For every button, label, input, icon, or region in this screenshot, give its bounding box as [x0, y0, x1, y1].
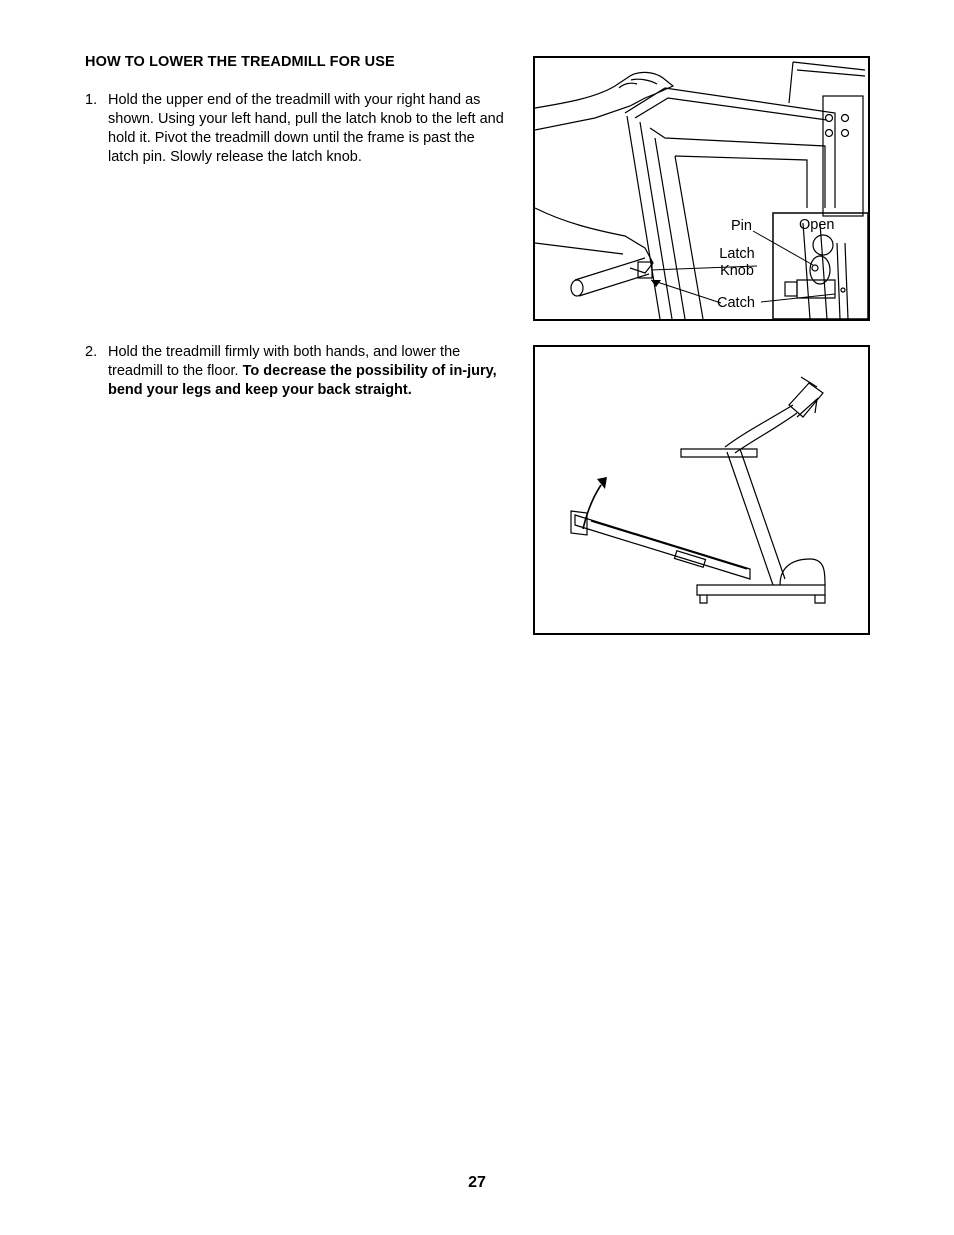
lower-treadmill-illustration [535, 347, 868, 633]
step-1-number: 1. [85, 92, 98, 108]
step-2-body [108, 343, 505, 400]
page-number: 27 [468, 1174, 486, 1191]
label-catch: Catch [717, 295, 755, 311]
step-1-text: Hold the upper end of the treadmill with your right hand as shown. Using your left hand, pull the latch knob to the left and hold it. Pivot the treadmill down until the frame is past the latch pin. Slowly release the latch knob. [108, 92, 504, 165]
step-2 [85, 343, 505, 400]
latch-open-inset [535, 58, 868, 319]
label-pin: Pin [731, 218, 752, 234]
figure-latch-release [533, 56, 870, 321]
section-heading: HOW TO LOWER THE TREADMILL FOR USE [85, 54, 395, 70]
step-2-number: 2. [85, 344, 98, 360]
label-open: Open [799, 217, 835, 233]
figure-lower-treadmill [533, 345, 870, 635]
step-2-warning: To decrease the possibility of in-jury, bend your legs and keep your back straight. [108, 363, 497, 398]
step-2-text: Hold the treadmill firmly with both hands, and lower the treadmill to the floor. [108, 344, 461, 379]
step-1 [85, 91, 505, 167]
label-latch-knob: Latch Knob [719, 246, 755, 279]
